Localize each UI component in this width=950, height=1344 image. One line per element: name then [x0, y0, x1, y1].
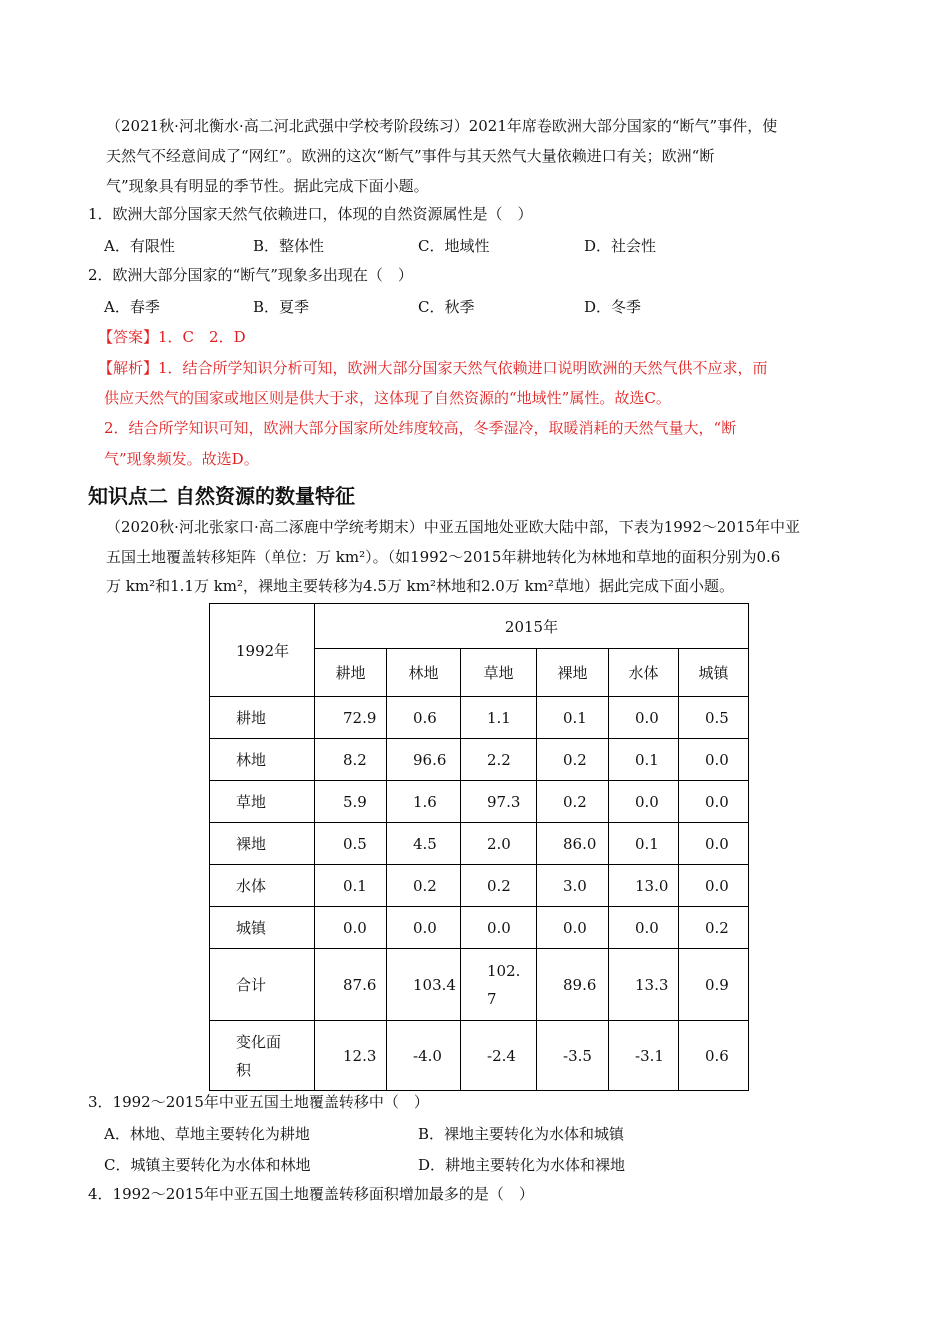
table-cell: 0.5	[679, 697, 749, 739]
row-label: 水体	[210, 865, 315, 907]
column-header: 耕地	[315, 649, 387, 697]
table-cell: 0.0	[537, 907, 609, 949]
table-cell: 0.1	[315, 865, 387, 907]
q3-option-b: B．裸地主要转化为水体和城镇	[418, 1125, 625, 1143]
table-cell: 2.0	[461, 823, 537, 865]
table-row	[210, 697, 749, 739]
q1-option-c: C．地域性	[418, 237, 490, 255]
analysis-line: 【解析】1．结合所学知识分析可知，欧洲大部分国家天然气依赖进口说明欧洲的天然气供不应求，而	[98, 359, 768, 377]
table-row	[210, 949, 749, 1021]
q2-option-a: A．春季	[104, 298, 160, 316]
row-label: 草地	[210, 781, 315, 823]
analysis-line: 供应天然气的国家或地区则是供大于求，这体现了自然资源的“地域性”属性。故选C。	[104, 389, 671, 407]
table-cell: 0.0	[609, 907, 679, 949]
row-label: 变化面 积	[210, 1021, 315, 1091]
analysis-line: 2．结合所学知识可知，欧洲大部分国家所处纬度较高，冬季湿冷，取暖消耗的天然气量大，“断	[104, 419, 737, 437]
table-cell: 1.6	[387, 781, 461, 823]
row-label: 耕地	[210, 697, 315, 739]
table-row	[210, 739, 749, 781]
intro2-line: （2020秋·河北张家口·高二涿鹿中学统考期末）中亚五国地处亚欧大陆中部，下表为1992～2015年中亚	[106, 518, 801, 536]
table-cell: 102. 7	[461, 949, 537, 1021]
table-cell: 0.6	[387, 697, 461, 739]
row-header-label: 1992年	[210, 604, 315, 697]
row-label: 城镇	[210, 907, 315, 949]
q1-option-b: B．整体性	[253, 237, 325, 255]
table-cell: 86.0	[537, 823, 609, 865]
table-cell: 0.0	[679, 739, 749, 781]
column-header: 林地	[387, 649, 461, 697]
table-cell: 2.2	[461, 739, 537, 781]
answer: 【答案】1．C 2．D	[98, 328, 246, 346]
q3-option-a: A．林地、草地主要转化为耕地	[104, 1125, 310, 1143]
q3-option-d: D．耕地主要转化为水体和裸地	[418, 1156, 626, 1174]
table-cell: 0.0	[679, 823, 749, 865]
q1-option-d: D．社会性	[584, 237, 657, 255]
row-label: 合计	[210, 949, 315, 1021]
table-cell: 13.3	[609, 949, 679, 1021]
table-cell: 0.2	[679, 907, 749, 949]
table-cell: 87.6	[315, 949, 387, 1021]
question-2: 2．欧洲大部分国家的“断气”现象多出现在（ ）	[88, 266, 413, 284]
table-cell: 0.0	[679, 865, 749, 907]
table-cell: 8.2	[315, 739, 387, 781]
section-title: 知识点二 自然资源的数量特征	[88, 484, 355, 508]
table-cell: 0.1	[609, 739, 679, 781]
intro1-line: （2021秋·河北衡水·高二河北武强中学校考阶段练习）2021年席卷欧洲大部分国家的“断气”事件，使	[106, 117, 778, 135]
table-cell: 72.9	[315, 697, 387, 739]
land-cover-transfer-table	[209, 603, 749, 1091]
table-cell: 0.1	[609, 823, 679, 865]
table-cell: -2.4	[461, 1021, 537, 1091]
table-row	[210, 907, 749, 949]
column-header: 水体	[609, 649, 679, 697]
q2-option-c: C．秋季	[418, 298, 475, 316]
q2-option-b: B．夏季	[253, 298, 310, 316]
table-cell: 0.2	[537, 739, 609, 781]
table-cell: 103.4	[387, 949, 461, 1021]
table-cell: 5.9	[315, 781, 387, 823]
table-cell: 0.1	[537, 697, 609, 739]
table-cell: 12.3	[315, 1021, 387, 1091]
column-header: 城镇	[679, 649, 749, 697]
table-row	[210, 781, 749, 823]
column-header: 草地	[461, 649, 537, 697]
table-cell: 0.2	[387, 865, 461, 907]
table-cell: 0.0	[461, 907, 537, 949]
table-cell: -4.0	[387, 1021, 461, 1091]
q2-option-d: D．冬季	[584, 298, 642, 316]
question-3: 3．1992～2015年中亚五国土地覆盖转移中（ ）	[88, 1093, 429, 1111]
table-cell: 0.9	[679, 949, 749, 1021]
table-cell: 0.0	[609, 697, 679, 739]
table-cell: -3.1	[609, 1021, 679, 1091]
table-cell: 89.6	[537, 949, 609, 1021]
table-row	[210, 823, 749, 865]
table-row	[210, 865, 749, 907]
table-cell: 0.6	[679, 1021, 749, 1091]
table-cell: -3.5	[537, 1021, 609, 1091]
table-cell: 0.2	[461, 865, 537, 907]
table-cell: 0.0	[387, 907, 461, 949]
intro2-line: 五国土地覆盖转移矩阵（单位：万 km²）。（如1992～2015年耕地转化为林地和草地的面积分别为0.6	[106, 548, 781, 566]
row-label: 林地	[210, 739, 315, 781]
table-cell: 13.0	[609, 865, 679, 907]
table-header-row	[210, 604, 749, 649]
table-row	[210, 1021, 749, 1091]
table-cell: 0.5	[315, 823, 387, 865]
table-cell: 0.0	[609, 781, 679, 823]
intro1-line: 气”现象具有明显的季节性。据此完成下面小题。	[106, 177, 429, 195]
q1-option-a: A．有限性	[104, 237, 175, 255]
column-header: 裸地	[537, 649, 609, 697]
table-cell: 4.5	[387, 823, 461, 865]
intro2-line: 万 km²和1.1万 km²，裸地主要转移为4.5万 km²林地和2.0万 km²草地）据此完成下面小题。	[106, 577, 734, 595]
table-cell: 96.6	[387, 739, 461, 781]
table-cell: 3.0	[537, 865, 609, 907]
question-1: 1．欧洲大部分国家天然气依赖进口，体现的自然资源属性是（ ）	[88, 205, 533, 223]
table-cell: 0.0	[315, 907, 387, 949]
row-label: 裸地	[210, 823, 315, 865]
table-cell: 0.0	[679, 781, 749, 823]
table-cell: 0.2	[537, 781, 609, 823]
table-cell: 97.3	[461, 781, 537, 823]
analysis-line: 气”现象频发。故选D。	[104, 450, 259, 468]
column-group-label: 2015年	[315, 604, 749, 649]
table-cell: 1.1	[461, 697, 537, 739]
q3-option-c: C．城镇主要转化为水体和林地	[104, 1156, 311, 1174]
question-4: 4．1992～2015年中亚五国土地覆盖转移面积增加最多的是（ ）	[88, 1185, 534, 1203]
intro1-line: 天然气不经意间成了“网红”。欧洲的这次“断气”事件与其天然气大量依赖进口有关；欧洲“断	[106, 147, 715, 165]
